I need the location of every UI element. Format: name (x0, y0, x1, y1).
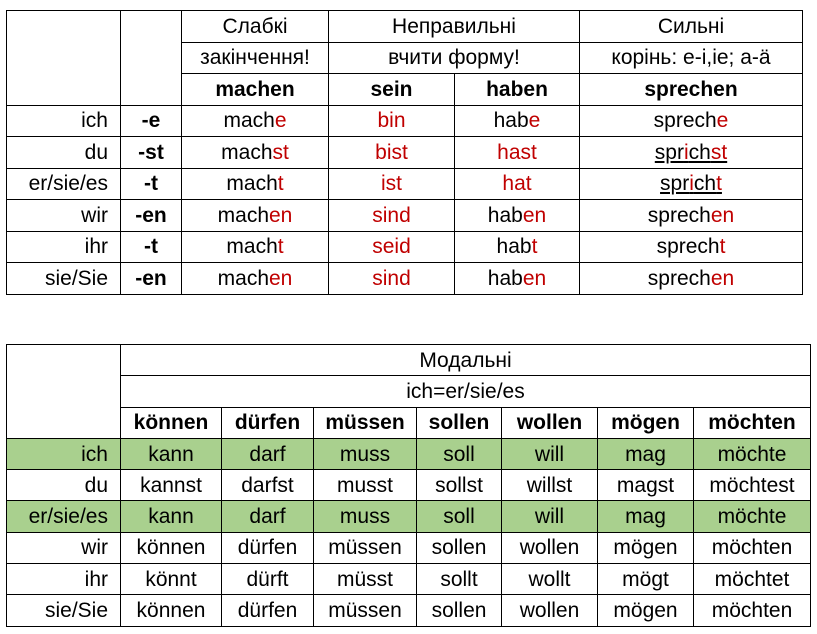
conjugation-row (7, 263, 803, 295)
modal-form-cell: kann (121, 438, 222, 469)
verb-form-cell (580, 231, 803, 263)
stem-part: spr (654, 140, 684, 164)
pronoun-cell: ihr (7, 231, 121, 263)
verb-form-cell (455, 137, 580, 169)
pronoun-cell: du (7, 470, 121, 501)
modal-form-cell: willst (502, 470, 598, 501)
modal-form-cell: dürft (222, 564, 314, 595)
modal-row (7, 532, 811, 563)
ending-cell: -st (121, 137, 182, 169)
verb-form-cell (182, 263, 329, 295)
verb-form-cell (455, 105, 580, 137)
modal-form-cell: möchtet (694, 564, 811, 595)
ending-part: t (277, 235, 284, 259)
modal-form-cell: sollt (417, 564, 502, 595)
modal-row (7, 470, 811, 501)
modal-form-cell: müssen (314, 595, 417, 626)
stem-part: spr (660, 172, 690, 196)
verb-header-sein: sein (329, 74, 455, 106)
ending-part: t (719, 235, 726, 259)
modal-form-cell: sollen (417, 595, 502, 626)
modal-form-cell: muss (314, 501, 417, 532)
ending-part: en (269, 203, 293, 227)
ending-part: en (710, 203, 735, 227)
group-strong: Сильні (580, 11, 803, 43)
note-irregular: вчити форму! (329, 42, 580, 74)
ending-header-cell (121, 11, 182, 106)
modal-form-cell: müsst (314, 564, 417, 595)
verb-form-cell (455, 263, 580, 295)
verb-form-cell (455, 231, 580, 263)
stem-part: hab (496, 235, 532, 259)
verb-form-cell (580, 137, 803, 169)
conjugation-row (7, 168, 803, 200)
ending-part: t (277, 172, 284, 196)
verb-form-cell (580, 200, 803, 232)
ending-cell: -e (121, 105, 182, 137)
ending-part: sind (372, 266, 411, 290)
note-strong: корінь: e-i,ie; a-ä (580, 42, 803, 74)
modal-row (7, 501, 811, 532)
modal-form-cell: darfst (222, 470, 314, 501)
stem-part: sprech (647, 203, 711, 227)
modal-form-cell: kann (121, 501, 222, 532)
corner-cell (7, 11, 121, 106)
verb-form-cell (329, 168, 455, 200)
pronoun-cell: ich (7, 105, 121, 137)
ending-cell: -t (121, 231, 182, 263)
modal-verb-header: möchten (694, 407, 811, 438)
modal-form-cell: wollen (502, 595, 598, 626)
conjugation-row (7, 200, 803, 232)
pronoun-cell: wir (7, 532, 121, 563)
stem-part: hab (487, 266, 523, 290)
modal-verb-header: müssen (314, 407, 417, 438)
stem-part: mach (226, 235, 278, 259)
modal-verb-header-row (7, 407, 811, 438)
modal-form-cell: mag (598, 501, 694, 532)
stem-part: hab (493, 109, 529, 133)
ending-part: seid (372, 235, 411, 259)
verb-form-cell (329, 263, 455, 295)
group-irregular: Неправильні (329, 11, 580, 43)
modal-form-cell: wollt (502, 564, 598, 595)
group-weak: Слабкі (182, 11, 329, 43)
ending-part: hast (497, 140, 537, 164)
modal-form-cell: will (502, 501, 598, 532)
modal-verb-header: wollen (502, 407, 598, 438)
stem-part: mach (221, 140, 273, 164)
verb-form-cell (580, 105, 803, 137)
conjugation-row (7, 231, 803, 263)
ending-cell: -en (121, 200, 182, 232)
pronoun-cell: ihr (7, 564, 121, 595)
ending-part: bin (377, 109, 406, 133)
ending-part: en (522, 203, 547, 227)
pronoun-cell: du (7, 137, 121, 169)
modal-row (7, 595, 811, 626)
verb-form-cell (329, 200, 455, 232)
modal-form-cell: soll (417, 438, 502, 469)
ending-part: sind (372, 203, 411, 227)
modal-form-cell: soll (417, 501, 502, 532)
pronoun-cell: sie/Sie (7, 595, 121, 626)
modal-form-cell: dürfen (222, 595, 314, 626)
modal-row (7, 564, 811, 595)
conjugation-row (7, 105, 803, 137)
stem-part: sprech (647, 266, 711, 290)
stem-part: mach (217, 203, 269, 227)
verb-form-cell (182, 200, 329, 232)
modal-form-cell: musst (314, 470, 417, 501)
modal-form-cell: will (502, 438, 598, 469)
ending-part: t (716, 172, 722, 196)
stem-part: mach (226, 172, 278, 196)
modal-form-cell: können (121, 532, 222, 563)
modal-form-cell: sollen (417, 532, 502, 563)
stem-part: ch (693, 172, 717, 196)
ending-part: en (710, 266, 735, 290)
ending-part: e (716, 109, 729, 133)
ending-part: e (528, 109, 541, 133)
ending-cell: -t (121, 168, 182, 200)
stem-part: sprech (656, 235, 720, 259)
modal-form-cell: darf (222, 501, 314, 532)
verb-conjugation-table (6, 10, 803, 295)
pronoun-cell: er/sie/es (7, 501, 121, 532)
modal-form-cell: möchte (694, 438, 811, 469)
ending-part: st (272, 140, 289, 164)
modal-form-cell: möchtest (694, 470, 811, 501)
modal-verb-header: sollen (417, 407, 502, 438)
ending-part: i (689, 172, 694, 196)
modal-form-cell: möchte (694, 501, 811, 532)
modal-form-cell: sollst (417, 470, 502, 501)
pronoun-cell: ich (7, 438, 121, 469)
pronoun-cell: er/sie/es (7, 168, 121, 200)
modal-form-cell: mögen (598, 595, 694, 626)
modal-form-cell: dürfen (222, 532, 314, 563)
pronoun-cell: wir (7, 200, 121, 232)
ending-part: e (274, 109, 287, 133)
modal-form-cell: wollen (502, 532, 598, 563)
ending-part: hat (502, 172, 532, 196)
verb-form-cell (329, 105, 455, 137)
ending-part: st (710, 140, 728, 164)
stem-part: ch (688, 140, 711, 164)
modal-row (7, 438, 811, 469)
modal-form-cell: müssen (314, 532, 417, 563)
verb-form-cell (182, 168, 329, 200)
modal-title-row (7, 345, 811, 376)
modal-title: Модальні (121, 345, 811, 376)
verb-form-cell (455, 168, 580, 200)
verb-form-cell (329, 231, 455, 263)
ending-part: ist (381, 172, 402, 196)
verb-form-cell (182, 137, 329, 169)
stem-part: mach (217, 266, 269, 290)
stem-part: sprech (653, 109, 717, 133)
modal-form-cell: mögen (598, 532, 694, 563)
stem-part: hab (487, 203, 523, 227)
verb-header-haben: haben (455, 74, 580, 106)
ending-part: i (683, 140, 689, 164)
note-weak: закінчення! (182, 42, 329, 74)
modal-form-cell: mag (598, 438, 694, 469)
corner-cell (7, 345, 121, 439)
modal-form-cell: magst (598, 470, 694, 501)
modal-form-cell: möchten (694, 532, 811, 563)
modal-form-cell: mögt (598, 564, 694, 595)
ending-part: en (269, 266, 293, 290)
modal-subtitle-row (7, 376, 811, 407)
verb-form-cell (580, 168, 803, 200)
modal-subtitle: ich=er/sie/es (121, 376, 811, 407)
pronoun-cell: sie/Sie (7, 263, 121, 295)
verb-header-sprechen: sprechen (580, 74, 803, 106)
verb-form-cell (455, 200, 580, 232)
modal-form-cell: kannst (121, 470, 222, 501)
ending-part: bist (375, 140, 408, 164)
verb-header-machen: machen (182, 74, 329, 106)
stem-part: mach (223, 109, 275, 133)
modal-form-cell: könnt (121, 564, 222, 595)
verb-form-cell (182, 105, 329, 137)
modal-form-cell: möchten (694, 595, 811, 626)
ending-part: t (531, 235, 538, 259)
conjugation-row (7, 137, 803, 169)
group-header-row (7, 11, 803, 43)
modal-form-cell: muss (314, 438, 417, 469)
ending-part: en (522, 266, 547, 290)
modal-verb-header: mögen (598, 407, 694, 438)
verb-form-cell (580, 263, 803, 295)
modal-form-cell: darf (222, 438, 314, 469)
modal-verb-header: dürfen (222, 407, 314, 438)
verb-form-cell (329, 137, 455, 169)
modal-verbs-table (6, 344, 811, 627)
ending-cell: -en (121, 263, 182, 295)
modal-verb-header: können (121, 407, 222, 438)
modal-form-cell: können (121, 595, 222, 626)
verb-form-cell (182, 231, 329, 263)
